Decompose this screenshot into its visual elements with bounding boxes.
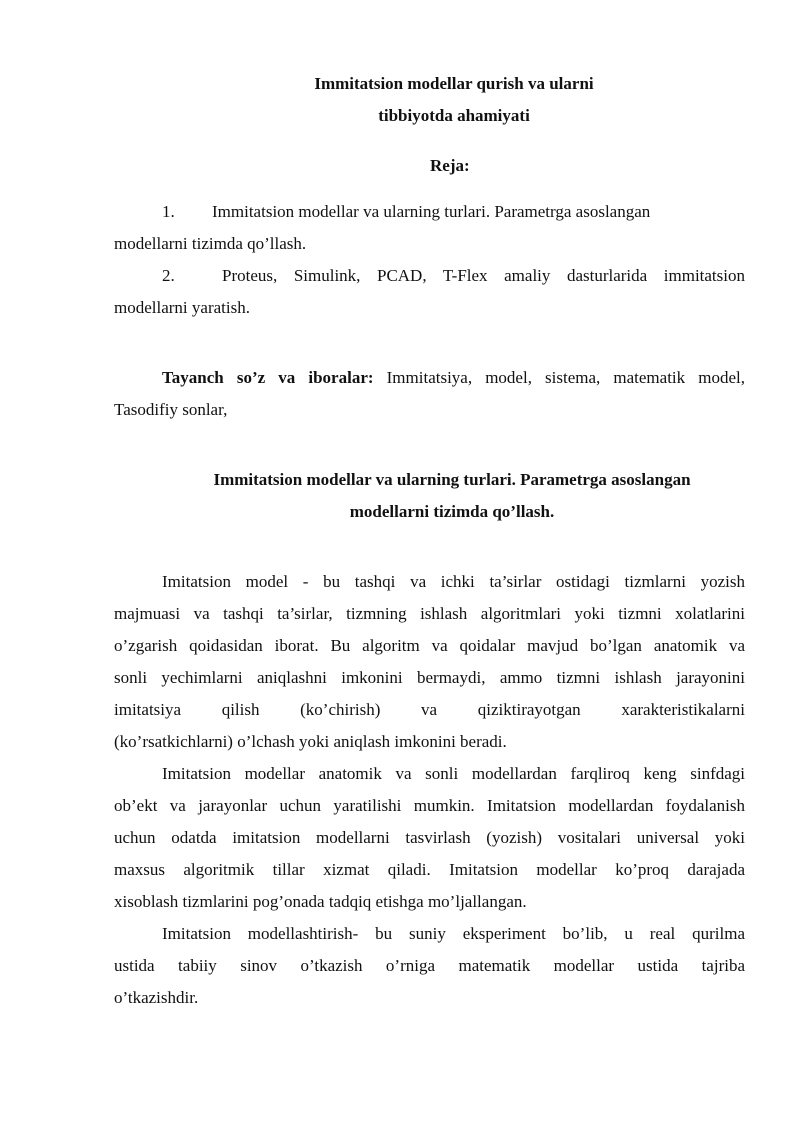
paragraph-line: uchun odatda imitatsion modellarni tasvirlash (yozish) vositalari universal yoki bbox=[114, 828, 745, 847]
plan-item-number: 1. bbox=[162, 202, 175, 221]
plan-heading: Reja: bbox=[430, 156, 470, 175]
plan-item-number: 2. bbox=[162, 266, 175, 285]
paragraph-line: o’tkazishdir. bbox=[114, 988, 199, 1007]
paragraph-line: ob’ekt va jarayonlar uchun yaratilishi mumkin. Imitatsion modellardan foydalanish bbox=[114, 796, 745, 815]
paragraph-line: maxsus algoritmik tillar xizmat qiladi. Imitatsion modellar ko’proq darajada bbox=[114, 860, 745, 879]
paragraph-line: Imitatsion modellashtirish- bu suniy eksperiment bo’lib, u real qurilma bbox=[162, 924, 745, 943]
document-title-line-2: tibbiyotda ahamiyati bbox=[378, 106, 530, 125]
paragraph-1 bbox=[114, 566, 745, 758]
keywords-text-line-2: Tasodifiy sonlar, bbox=[114, 400, 228, 419]
plan-item-line-1-wrap bbox=[114, 260, 745, 292]
plan-item-text-line-2: modellarni yaratish. bbox=[114, 298, 250, 317]
paragraph-line: majmuasi va tashqi ta’sirlar, tizmning ishlash algoritmlari yoki tizmni xolatlarini bbox=[114, 604, 745, 623]
plan-item-2 bbox=[114, 260, 745, 324]
paragraph-line: sonli yechimlarni aniqlashni imkonini bermaydi, ammo tizmni ishlash jarayonini bbox=[114, 668, 745, 687]
plan-item-text-line-1: Proteus, Simulink, PCAD, T-Flex amaliy dasturlarida immitatsion bbox=[222, 266, 745, 285]
paragraph-line: Imitatsion modellar anatomik va sonli modellardan farqliroq keng sinfdagi bbox=[162, 764, 745, 783]
section-heading bbox=[114, 464, 790, 528]
plan-item-text-line-2: modellarni tizimda qo’llash. bbox=[114, 234, 307, 253]
section-heading-line-2: modellarni tizimda qo’llash. bbox=[349, 502, 555, 521]
paragraph-2 bbox=[114, 758, 745, 918]
document-title-line-1: Immitatsion modellar qurish va ularni bbox=[314, 74, 594, 93]
paragraph-3 bbox=[114, 918, 745, 1014]
keywords-label: Tayanch so’z va iboralar: bbox=[162, 368, 374, 387]
paragraph-line: imitatsiya qilish (ko’chirish) va qiziktirayotgan xarakteristikalarni bbox=[114, 700, 745, 719]
paragraph-line: xisoblash tizmlarini pog’onada tadqiq etishga mo’ljallangan. bbox=[114, 892, 527, 911]
keywords-block bbox=[114, 362, 745, 426]
keywords-text-line-1: Immitatsiya, model, sistema, matematik model, bbox=[386, 368, 745, 387]
section-heading-line-1: Immitatsion modellar va ularning turlari. Parametrga asoslangan bbox=[213, 470, 691, 489]
body-text bbox=[114, 566, 745, 1014]
plan-item-text-line-1: Immitatsion modellar va ularning turlari. Parametrga asoslangan bbox=[212, 202, 651, 221]
paragraph-line: o’zgarish qoidasidan iborat. Bu algoritm va qoidalar mavjud bo’lgan anatomik va bbox=[114, 636, 745, 655]
paragraph-line: (ko’rsatkichlarni) o’lchash yoki aniqlash imkonini beradi. bbox=[114, 732, 507, 751]
paragraph-line: ustida tabiiy sinov o’tkazish o’rniga matematik modellar ustida tajriba bbox=[114, 956, 745, 975]
keywords-line-1 bbox=[114, 362, 745, 394]
paragraph-line: Imitatsion model - bu tashqi va ichki ta’sirlar ostidagi tizmlarni yozish bbox=[162, 572, 745, 591]
plan-item-1 bbox=[114, 196, 745, 260]
